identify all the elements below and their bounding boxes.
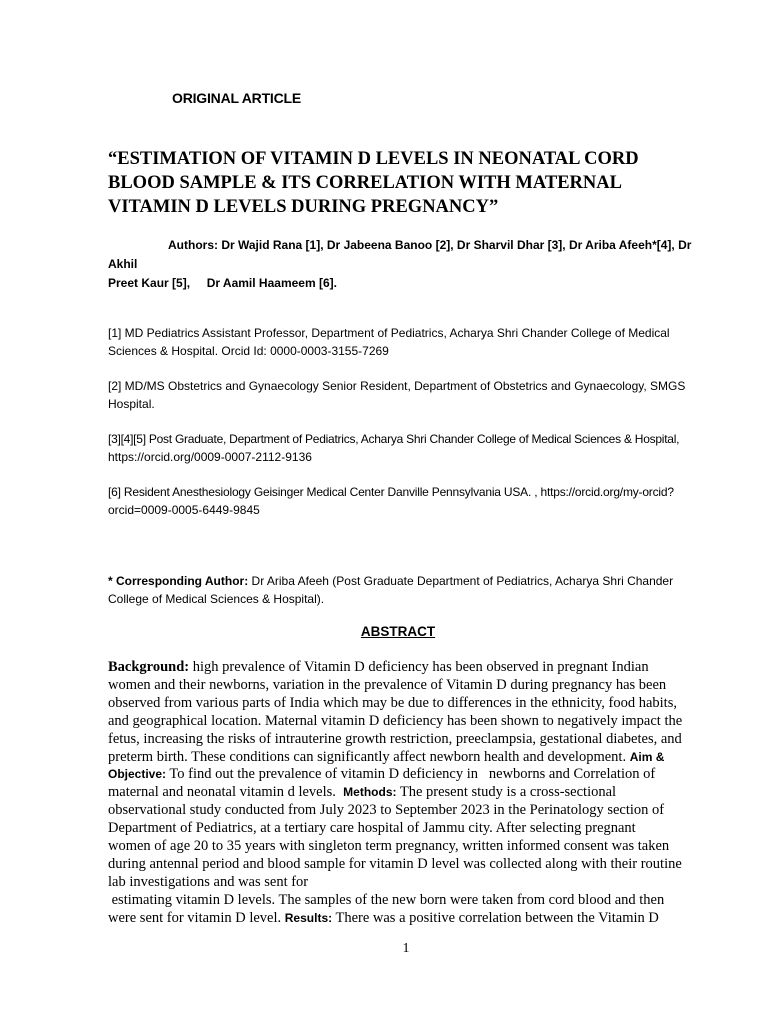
abstract-line xyxy=(108,802,708,820)
abstract-text: preterm birth. These conditions can significantly affect newborn health and development. xyxy=(108,748,630,765)
abstract-text: women of age 20 to 35 years with singleton term pregnancy, written informed consent was taken xyxy=(108,838,670,855)
article-title xyxy=(108,147,708,219)
abstract-line xyxy=(108,892,708,910)
abstract-text: fetus, increasing the risks of intrauterine growth restriction, preeclampsia, gestational diabetes, and xyxy=(108,730,682,747)
abstract-text: high prevalence of Vitamin D deficiency has been observed in pregnant Indian xyxy=(189,659,649,675)
affiliation-line: orcid=0009-0005-6449-9845 xyxy=(108,503,260,517)
affiliation-line: Hospital. xyxy=(108,397,155,411)
abstract-text: observational study conducted from July 2023 to September 2023 in the Perinatology section of xyxy=(108,802,665,819)
affiliation-line: [1] MD Pediatrics Assistant Professor, Department of Pediatrics, Acharya Shri Chander College of Medical xyxy=(108,326,670,340)
abstract-text: women and their newborns, variation in the prevalence of Vitamin D during pregnancy has been xyxy=(108,676,667,693)
affiliation-4 xyxy=(108,483,708,519)
affiliation-1 xyxy=(108,324,708,360)
abstract-line xyxy=(108,713,708,731)
abstract-line xyxy=(108,784,708,802)
abstract-line xyxy=(108,856,708,874)
abstract-line xyxy=(108,766,708,784)
title-line: VITAMIN D LEVELS DURING PREGNANCY” xyxy=(108,197,499,217)
abstract-line xyxy=(108,874,708,892)
affiliation-line: Sciences & Hospital. Orcid Id: 0000-0003-3155-7269 xyxy=(108,344,389,358)
corresponding-author-text: College of Medical Sciences & Hospital). xyxy=(108,592,325,606)
corresponding-author-text: Dr Ariba Afeeh (Post Graduate Department of Pediatrics, Acharya Shri Chander xyxy=(248,574,674,588)
corresponding-author-label: * Corresponding Author: xyxy=(108,574,249,588)
page-number: 1 xyxy=(402,941,410,956)
abstract-text: were sent for vitamin D level. xyxy=(108,909,285,926)
abstract-heading: ABSTRACT xyxy=(360,624,436,639)
abstract-section-label: Objective: xyxy=(108,767,167,782)
abstract-text: Department of Pediatrics, at a tertiary care hospital of Jammu city. After selecting pregnant xyxy=(108,820,636,837)
abstract-section-label: Results: xyxy=(284,910,333,925)
abstract-section-label: Aim & xyxy=(629,749,665,764)
abstract-text: The present study is a cross-sectional xyxy=(396,784,617,801)
abstract-text: estimating vitamin D levels. The samples of the new born were taken from cord blood and then xyxy=(108,891,665,908)
abstract-section-label: Methods: xyxy=(343,785,397,800)
abstract-line xyxy=(108,677,708,695)
abstract-line xyxy=(108,731,708,749)
abstract-text: maternal and neonatal vitamin d levels. xyxy=(108,784,344,801)
title-line: “ESTIMATION OF VITAMIN D LEVELS IN NEONATAL CORD xyxy=(108,149,639,169)
affiliation-line: [3][4][5] Post Graduate, Department of Pediatrics, Acharya Shri Chander College of Medical Sciences & Hospital, xyxy=(108,432,680,446)
abstract-line xyxy=(108,659,708,677)
affiliation-line: https://orcid.org/0009-0007-2112-9136 xyxy=(108,450,312,464)
abstract-text: To find out the prevalence of vitamin D deficiency in newborns and Correlation of xyxy=(166,766,656,783)
author-line: Authors: Dr Wajid Rana [1], Dr Jabeena Banoo [2], Dr Sharvil Dhar [3], Dr Ariba Afeeh*[4], Dr Akhil xyxy=(108,238,692,271)
abstract-line xyxy=(108,695,708,713)
abstract-text: during antennal period and blood sample for vitamin D level was collected along with their routine xyxy=(108,855,682,872)
abstract-line xyxy=(108,749,708,767)
author-line: Preet Kaur [5], Dr Aamil Haameem [6]. xyxy=(108,276,337,290)
title-line: BLOOD SAMPLE & ITS CORRELATION WITH MATERNAL xyxy=(108,173,622,193)
article-type-label: ORIGINAL ARTICLE xyxy=(172,90,302,106)
abstract-body xyxy=(108,659,708,928)
abstract-text: observed from various parts of India which may be due to differences in the ethnicity, food habits, xyxy=(108,694,677,711)
abstract-section-label: Background: xyxy=(108,659,190,675)
author-list xyxy=(108,236,708,293)
abstract-text: There was a positive correlation between the Vitamin D xyxy=(332,909,659,926)
abstract-line xyxy=(108,910,708,928)
abstract-line xyxy=(108,838,708,856)
affiliation-2 xyxy=(108,377,708,413)
abstract-text: lab investigations and was sent for xyxy=(108,873,309,890)
abstract-text: and geographical location. Maternal vitamin D deficiency has been shown to negatively impact the xyxy=(108,712,683,729)
affiliation-line: [2] MD/MS Obstetrics and Gynaecology Senior Resident, Department of Obstetrics and Gynaecology, SMGS xyxy=(108,379,686,393)
affiliation-3 xyxy=(108,430,708,466)
affiliation-line: [6] Resident Anesthesiology Geisinger Medical Center Danville Pennsylvania USA. , https://orcid.org/my-orcid? xyxy=(108,485,674,499)
corresponding-author xyxy=(108,572,708,608)
abstract-line xyxy=(108,820,708,838)
